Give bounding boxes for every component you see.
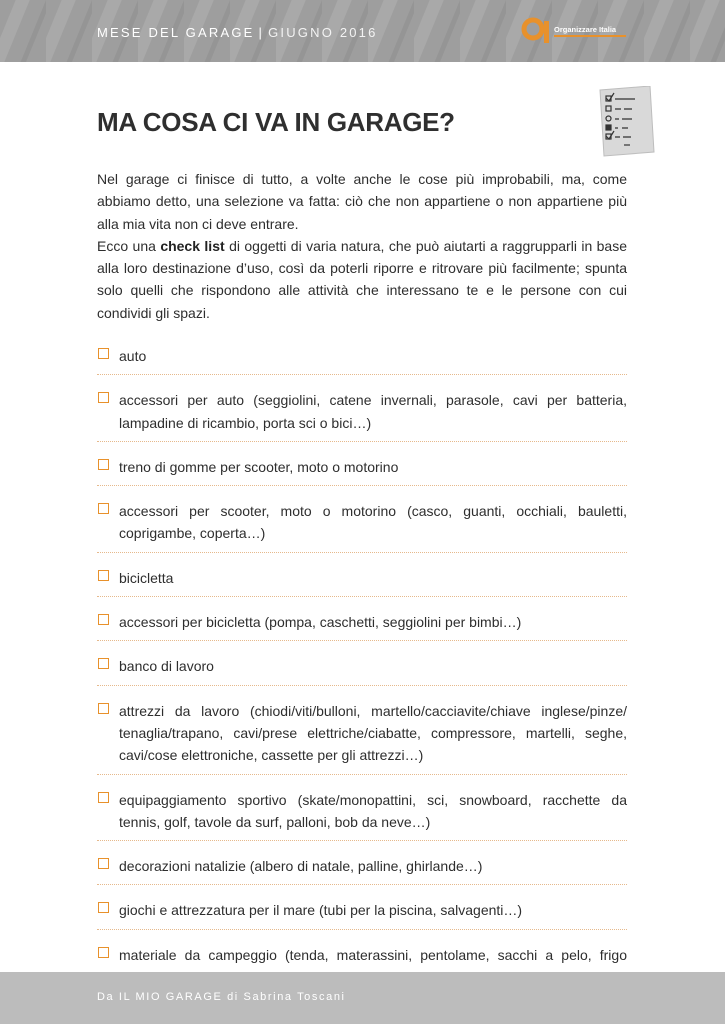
checklist-item-label: banco di lavoro [119,658,214,675]
checkbox[interactable] [98,703,109,714]
checkbox[interactable] [98,348,109,359]
checklist-clipboard-icon [598,86,656,158]
checklist-item-label: attrezzi da lavoro (chiodi/viti/bulloni, martello/cacciavite/chiave inglese/pinze/ tenaglia/trapano, cavi/prese elettriche/ciabatte, compressore, martelli, seghe, cavi/cose elettroniche, cassette per gli attrezzi…) [119,702,627,764]
page-title: MA COSA CI VA IN GARAGE? [97,107,455,137]
checklist-item [97,695,627,775]
checklist-item-label: accessori per bicicletta (pompa, caschetti, seggiolini per bimbi…) [119,614,522,631]
checkbox[interactable] [98,858,109,869]
intro-paragraph-1: Nel garage ci finisce di tutto, a volte anche le cose più improbabili, ma, come abbiamo detto, una selezione va fatta: ciò che non appartiene o non appartiene più alla mia vita non ci deve entrare. [97,171,627,232]
checklist-item-label: auto [119,348,147,364]
checkbox[interactable] [98,792,109,803]
checklist-item [97,451,627,486]
checklist-item-label: materiale da campeggio (tenda, materassini, pentolame, sacchi a pelo, frigo [119,946,627,963]
checklist-item [97,606,627,641]
checkbox[interactable] [98,947,109,958]
checkbox[interactable] [98,570,109,581]
checklist-item [97,562,627,597]
checklist-item [97,384,627,442]
footer-credit: Da IL MIO GARAGE di Sabrina Toscani [97,991,346,1003]
header-date: GIUGNO 2016 [268,25,378,40]
intro-p2-end: di oggetti di varia natura, che può aiutarti a raggrupparli in base alla loro destinazione d’uso, così da poterli riporre e ritrovare più facilmente; spunta solo quelli che rispondono alle attività che interessano te e le persone con cui condividi gli spazi. [97,237,628,321]
checklist-item-label: accessori per auto (seggiolini, catene invernali, parasole, cavi per batteria, lampadine di ricambio, porta sci o bici…) [119,392,627,431]
checklist-item [97,495,627,553]
intro-paragraph-2 [97,235,627,324]
checklist-item-label: decorazioni natalizie (albero di natale, palline, ghirlande…) [119,858,483,875]
checkbox[interactable] [98,503,109,514]
checklist-item [97,850,627,885]
page-header [0,0,725,62]
checkbox[interactable] [98,459,109,470]
header-section: MESE DEL GARAGE [97,25,255,40]
checklist-item [97,650,627,685]
page-footer [0,972,725,1024]
intro-p2-start: Ecco una [97,237,161,254]
checkbox[interactable] [98,614,109,625]
intro-p2-bold: check list [160,237,225,254]
intro-text [97,168,627,324]
header-separator: | [258,25,265,40]
logo-text: Organizzare Italia [554,25,617,34]
checklist-item [97,340,627,375]
checklist-item-label: accessori per scooter, moto o motorino (casco, guanti, occhiali, bauletti, coprigambe, coperta…) [119,503,627,542]
checklist-item-label: giochi e attrezzatura per il mare (tubi per la piscina, salvagenti…) [119,902,523,919]
checkbox[interactable] [98,902,109,913]
logo-underline [554,35,626,37]
garage-checklist [97,340,627,1005]
checkbox[interactable] [98,658,109,669]
checkbox[interactable] [98,392,109,403]
checklist-item-label: equipaggiamento sportivo (skate/monopattini, sci, snowboard, racchette da tennis, golf, tavole da surf, palloni, bob da neve…) [119,791,627,830]
checklist-item-label: treno di gomme per scooter, moto o motorino [119,458,399,475]
checklist-item [97,784,627,842]
checklist-item-label: bicicletta [119,569,174,586]
header-title [97,25,378,40]
checklist-item [97,894,627,929]
